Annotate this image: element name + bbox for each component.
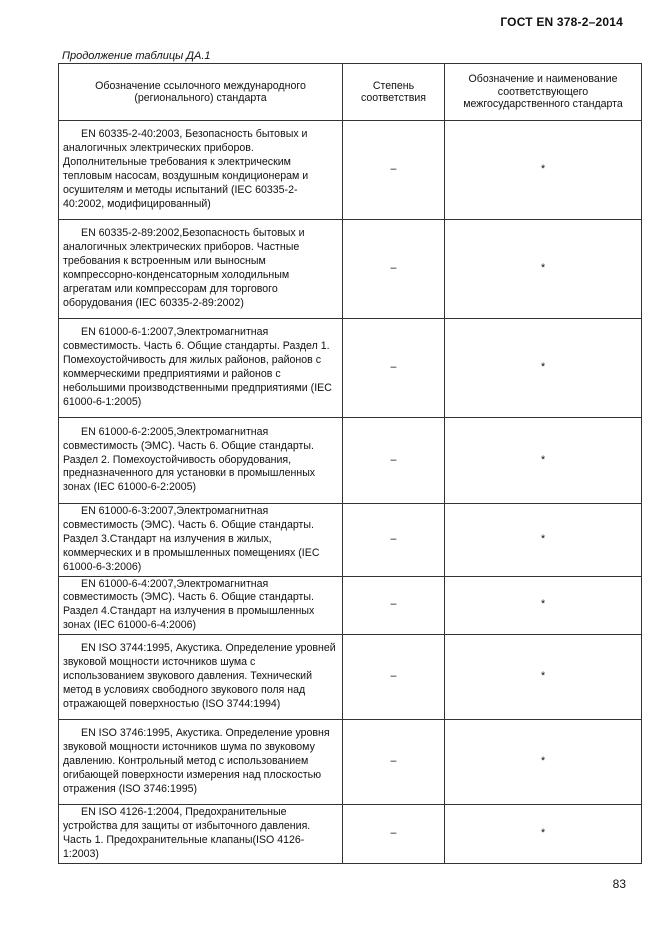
table-row: [59, 805, 642, 864]
degree-cell: –: [343, 805, 445, 864]
interstate-standard-cell: *: [445, 319, 642, 418]
table-row: [59, 504, 642, 577]
interstate-standard-cell: *: [445, 504, 642, 577]
table-header-row: [59, 64, 642, 121]
header-interstate-standard: Обозначение и наименование соответствующего межгосударственного стандарта: [445, 64, 642, 121]
table-row: [59, 319, 642, 418]
reference-standard-text: EN 61000-6-2:2005,Электромагнитная совместимость (ЭМС). Часть 6. Общие стандарты. Раздел 2. Помехоустойчивость оборудования, предназначенного для установки в промышленных зонах (IEC 61000-6-2:2005): [63, 425, 316, 494]
reference-standard-cell: [59, 319, 343, 418]
table-row: [59, 720, 642, 805]
reference-standard-cell: [59, 504, 343, 577]
reference-standard-cell: [59, 720, 343, 805]
table-row: [59, 576, 642, 635]
reference-standard-text: EN 60335-2-40:2003, Безопасность бытовых и аналогичных электрических приборов. Дополнительные требования к электрическим тепловым насосам, воздушным кондиционерам и осушителям и методы испытаний (IEC 60335-2-40:2002, модифицированный): [63, 128, 309, 210]
interstate-standard-cell: *: [445, 576, 642, 635]
table-row: [59, 418, 642, 504]
interstate-standard-cell: *: [445, 805, 642, 864]
degree-cell: –: [343, 220, 445, 319]
reference-standard-cell: [59, 576, 343, 635]
degree-cell: –: [343, 576, 445, 635]
reference-standard-cell: [59, 121, 343, 220]
degree-cell: –: [343, 418, 445, 504]
reference-standard-text: EN ISO 4126-1:2004, Предохранительные устройства для защиты от избыточного давления. Часть 1. Предохранительные клапаны(ISO 4126-1:2003): [63, 806, 311, 860]
reference-standards-table: [58, 63, 642, 864]
table-caption: Продолжение таблицы ДА.1: [62, 50, 211, 62]
table-row: [59, 121, 642, 220]
degree-cell: –: [343, 121, 445, 220]
reference-standard-cell: [59, 220, 343, 319]
reference-standard-text: EN 61000-6-4:2007,Электромагнитная совместимость (ЭМС). Часть 6. Общие стандарты. Раздел 4.Стандарт на излучения в промышленных зонах (IEC 61000-6-4:2006): [63, 577, 315, 632]
reference-standard-text: EN 61000-6-1:2007,Электромагнитная совместимость. Часть 6. Общие стандарты. Раздел 1. Помехоустойчивость для жилых районов, районов с коммерческими предприятиями и районов с небольшими производственными предприятиями (IEC 61000-6-1:2005): [63, 326, 332, 408]
interstate-standard-cell: *: [445, 121, 642, 220]
degree-cell: –: [343, 635, 445, 720]
table-row: [59, 635, 642, 720]
interstate-standard-cell: *: [445, 220, 642, 319]
interstate-standard-cell: *: [445, 635, 642, 720]
interstate-standard-cell: *: [445, 720, 642, 805]
document-code: ГОСТ EN 378-2–2014: [500, 15, 623, 29]
interstate-standard-cell: *: [445, 418, 642, 504]
reference-standard-text: EN ISO 3746:1995, Акустика. Определение уровня звуковой мощности источников шума по звуковому давлению. Контрольный метод с использованием огибающей поверхности измерения над плоскостью отражения (ISO 3746:1995): [63, 727, 330, 796]
degree-cell: –: [343, 504, 445, 577]
reference-standard-cell: [59, 635, 343, 720]
reference-standard-text: EN 60335-2-89:2002,Безопасность бытовых и аналогичных электрических приборов. Частные требования к встроенным или выносным компрессорно-конденсаторным холодильным агрегатам или компрессорам для торгового оборудования (IEC 60335-2-89:2002): [63, 227, 305, 309]
header-degree-of-conformity: Степень соответствия: [343, 64, 445, 121]
reference-standard-cell: [59, 418, 343, 504]
reference-standard-cell: [59, 805, 343, 864]
degree-cell: –: [343, 319, 445, 418]
reference-standard-text: EN ISO 3744:1995, Акустика. Определение уровней звуковой мощности источников шума с использованием звукового давления. Технический метод в условиях свободного звукового поля над отражающей поверхностью (ISO 3744:1994): [63, 642, 336, 711]
degree-cell: –: [343, 720, 445, 805]
table-row: [59, 220, 642, 319]
page-number: 83: [612, 877, 626, 891]
reference-standard-text: EN 61000-6-3:2007,Электромагнитная совместимость (ЭМС). Часть 6. Общие стандарты. Раздел 3.Стандарт на излучения в жилых, коммерческих и в промышленных помещениях (IEC 61000-6-3:2006): [63, 505, 320, 573]
header-reference-standard: Обозначение ссылочного международного (регионального) стандарта: [59, 64, 343, 121]
